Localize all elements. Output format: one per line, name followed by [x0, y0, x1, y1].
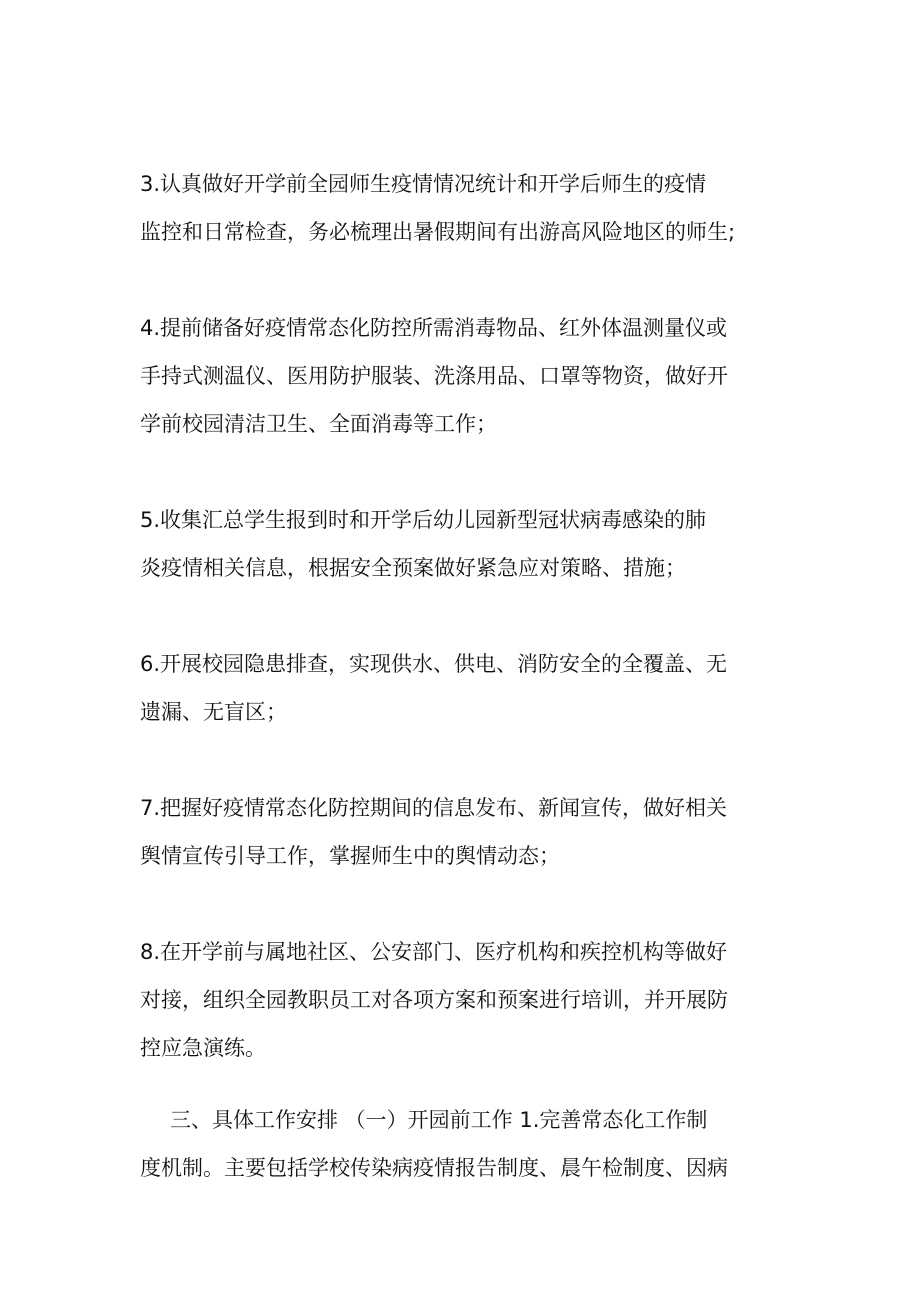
paragraph-item-3: [140, 160, 800, 256]
text-line: 6.开展校园隐患排查，实现供水、供电、消防安全的全覆盖、无: [140, 652, 728, 676]
text-line: 控应急演练。: [140, 1036, 266, 1060]
text-line: 监控和日常检查，务必梳理出暑假期间有出游高风险地区的师生;: [140, 220, 736, 244]
text-line: 炎疫情相关信息，根据安全预案做好紧急应对策略、措施；: [140, 556, 686, 580]
text-line: 5.收集汇总学生报到时和开学后幼儿园新型冠状病毒感染的肺: [140, 508, 707, 532]
paragraph-item-7: [140, 784, 800, 880]
document-body: [140, 160, 800, 1192]
paragraph-item-8: [140, 928, 800, 1072]
text-line: 7.把握好疫情常态化防控期间的信息发布、新闻宣传，做好相关: [140, 796, 728, 820]
text-line: 遗漏、无盲区；: [140, 700, 287, 724]
paragraph-item-5: [140, 496, 800, 592]
section-work-arrangement: [140, 1096, 800, 1192]
text-line: 度机制。主要包括学校传染病疫情报告制度、晨午检制度、因病: [140, 1156, 728, 1180]
text-line: 对接，组织全园教职员工对各项方案和预案进行培训，并开展防: [140, 988, 728, 1012]
text-line: 3.认真做好开学前全园师生疫情情况统计和开学后师生的疫情: [140, 172, 707, 196]
paragraph-item-4: [140, 304, 800, 448]
text-line: 舆情宣传引导工作，掌握师生中的舆情动态；: [140, 844, 560, 868]
text-line: 8.在开学前与属地社区、公安部门、医疗机构和疾控机构等做好: [140, 940, 728, 964]
section-heading-line: 三、具体工作安排 （一）开园前工作 1.完善常态化工作制: [170, 1108, 708, 1132]
text-line: 手持式测温仪、医用防护服装、洗涤用品、口罩等物资，做好开: [140, 364, 728, 388]
text-line: 4.提前储备好疫情常态化防控所需消毒物品、红外体温测量仪或: [140, 316, 728, 340]
paragraph-item-6: [140, 640, 800, 736]
text-line: 学前校园清洁卫生、全面消毒等工作；: [140, 412, 497, 436]
